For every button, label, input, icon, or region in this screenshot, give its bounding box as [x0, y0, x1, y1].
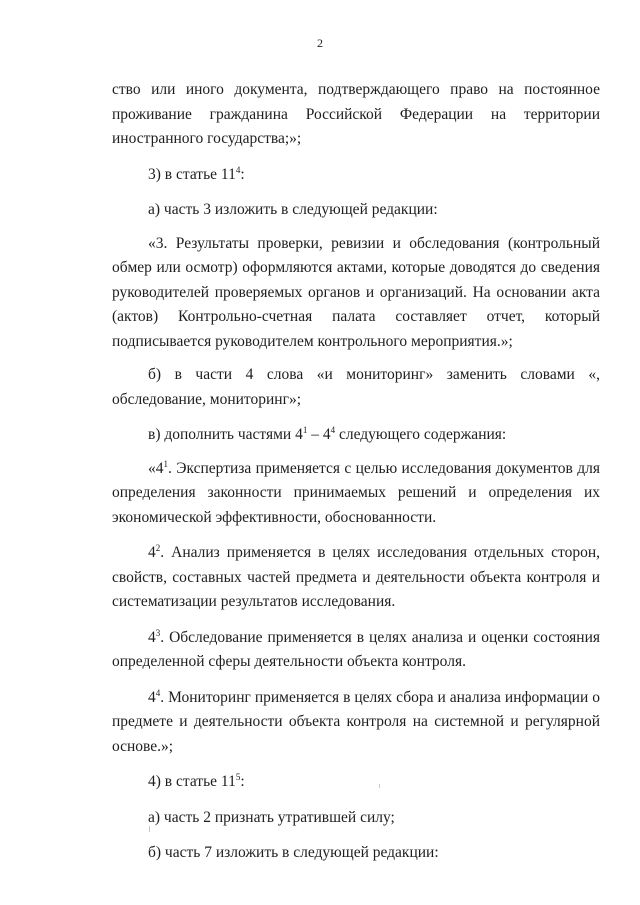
superscript: 2 [155, 542, 161, 553]
punctuation: : [240, 773, 245, 790]
superscript: 1 [163, 458, 168, 469]
part-number: 4 [148, 688, 156, 706]
paragraph-item-3v [112, 423, 600, 448]
paragraph-item-4b: б) часть 7 изложить в следующей редакции: [148, 844, 439, 861]
superscript: 3 [155, 627, 161, 638]
page-number: 2 [317, 36, 323, 50]
paragraph-part-4-4 [112, 686, 600, 760]
superscript: 4 [155, 687, 161, 698]
paragraph-part-4-1 [112, 457, 600, 531]
part-number: 4 [148, 628, 156, 646]
paragraph-item-3a: а) часть 3 изложить в следующей редакции: [148, 201, 438, 218]
part-number: 4 [148, 544, 156, 561]
paragraph-item-3-text: 3) в статье 11 [148, 165, 236, 183]
part-text: . Мониторинг применяется в целях сбора и анализа информации о предмете и деятельности объекта контроля на системной и регулярной основе.»; [112, 688, 600, 755]
paragraph-quote-part-3: «3. Результаты проверки, ревизии и обследования (контрольный обмер или осмотр) оформляются актами, которые доводятся до сведения руководителей проверяемых органов и организаций. На основании акта (актов) Контрольно-счетная палата составляет отчет, который подписывается руководителем контрольного мероприятия.»; [112, 234, 600, 350]
paragraph-item-4 [112, 770, 600, 795]
part-text: . Экспертиза применяется с целью исследования документов для определения законности принимаемых решений и определения их экономической эффективности, обоснованности. [112, 459, 600, 526]
superscript: 1 [302, 424, 308, 435]
paragraph-part-4-3 [112, 626, 600, 675]
part-text: . Обследование применяется в целях анализа и оценки состояния определенной сферы деятельности объекта контроля. [112, 628, 600, 670]
superscript: 5 [235, 771, 241, 782]
superscript: 4 [235, 164, 241, 175]
dash-range: – 4 [307, 426, 331, 443]
part-number: «4 [148, 459, 164, 477]
paragraph-item-3 [112, 163, 600, 188]
paragraph-item-4-text: 4) в статье 11 [148, 773, 236, 790]
document-body [112, 78, 600, 866]
scan-speck [149, 826, 150, 832]
paragraph-continuation: ство или иного документа, подтверждающего право на постоянное проживание гражданина Российской Федерации на территории иностранного государства;»; [112, 81, 600, 147]
paragraph-part-4-2 [112, 541, 600, 615]
paragraph-item-4a: а) часть 2 признать утратившей силу; [148, 808, 395, 826]
paragraph-item-3b: б) в части 4 слова «и мониторинг» заменить словами «, обследование, мониторинг»; [112, 366, 600, 408]
paragraph-item-3v-text: в) дополнить частями 4 [148, 426, 303, 443]
punctuation: : [240, 165, 245, 183]
superscript: 4 [330, 424, 336, 435]
paragraph-item-3v-tail: следующего содержания: [335, 426, 507, 443]
part-text: . Анализ применяется в целях исследования отдельных сторон, свойств, составных частей предмета и деятельности объекта контроля и систематизации результатов исследования. [112, 544, 600, 610]
scan-speck [379, 784, 380, 788]
